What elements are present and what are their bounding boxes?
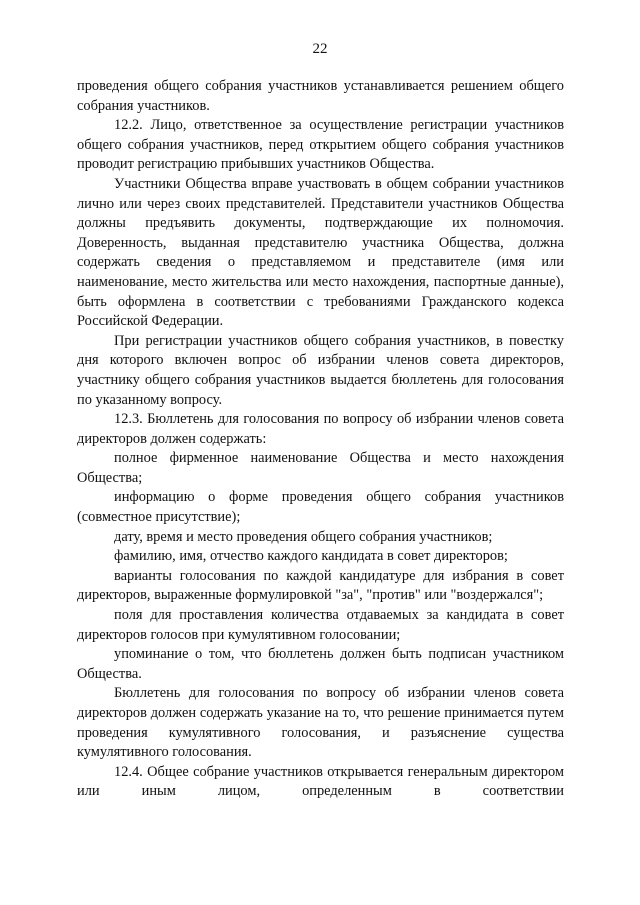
paragraph: При регистрации участников общего собрания участников, в повестку дня которого включен вопрос об избрании членов совета директоров, участнику общего собрания участников выдается бюллетень для голосования по указанному вопросу. xyxy=(77,332,564,408)
paragraph: 12.3. Бюллетень для голосования по вопросу об избрании членов совета директоров должен содержать: xyxy=(77,411,564,447)
list-item: упоминание о том, что бюллетень должен быть подписан участником Общества. xyxy=(77,646,564,682)
paragraph: проведения общего собрания участников устанавливается решением общего собрания участников. xyxy=(77,78,564,114)
page-number: 22 xyxy=(312,41,328,57)
list-item: информацию о форме проведения общего собрания участников (совместное присутствие); xyxy=(77,489,564,526)
paragraph: 12.2. Лицо, ответственное за осуществление регистрации участников общего собрания участников, перед открытием общего собрания участников проводит регистрацию прибывших участников Общества. xyxy=(77,117,564,173)
paragraph: Бюллетень для голосования по вопросу об избрании членов совета директоров должен содержать указание на то, что решение принимается путем проведения кумулятивного голосования, и разъяснение существа кумулятивного голосования. xyxy=(77,685,564,761)
list-item: полное фирменное наименование Общества и место нахождения Общества; xyxy=(77,450,564,486)
list-item: дату, время и место проведения общего собрания участников; xyxy=(114,528,493,545)
document-body xyxy=(77,77,564,802)
list-item: варианты голосования по каждой кандидатуре для избрания в совет директоров, выраженные формулировкой "за", "против" или "воздержался"; xyxy=(77,567,564,604)
paragraph: 12.4. Общее собрание участников открывается генеральным директором или иным лицом, определенным в соответствии xyxy=(77,763,564,800)
list-item: поля для проставления количества отдаваемых за кандидата в совет директоров голосов при кумулятивном голосовании; xyxy=(77,607,564,643)
list-item: фамилию, имя, отчество каждого кандидата в совет директоров; xyxy=(114,548,508,565)
paragraph: Участники Общества вправе участвовать в общем собрании участников лично или через своих представителей. Представители участников Общества должны предъявить документы, подтверждающие их полномочия. Доверенность, выданная представителю участника Общества, должна содержать сведения о представляемом и представителе (имя или наименование, место жительства или место нахождения, паспортные данные), быть оформлена в соответствии с требованиями Гражданского кодекса Российской Федерации. xyxy=(77,175,564,330)
